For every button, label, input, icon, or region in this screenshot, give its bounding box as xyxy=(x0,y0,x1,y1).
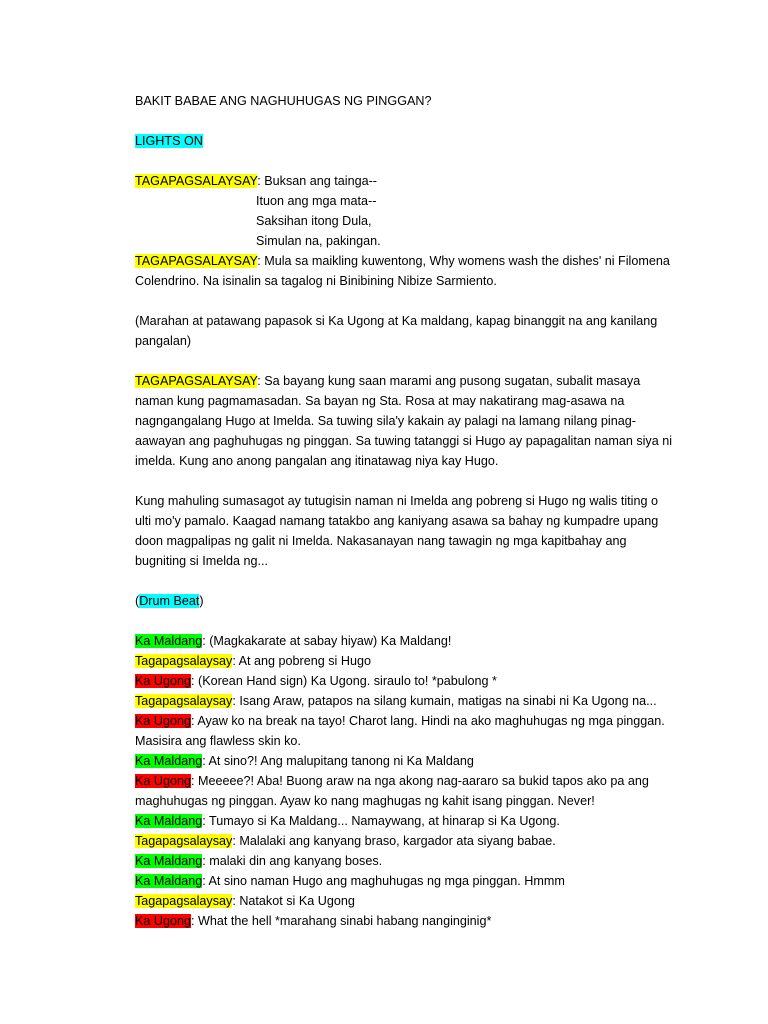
speaker-ka-maldang: Ka Maldang xyxy=(135,754,203,768)
lights-on-highlight: LIGHTS ON xyxy=(135,134,203,148)
speaker-narrator: Tagapagsalaysay xyxy=(135,894,233,908)
line-text: : malaki din ang kanyang boses. xyxy=(202,854,383,868)
speaker-narrator: TAGAPAGSALAYSAY xyxy=(135,254,258,268)
speaker-narrator: Tagapagsalaysay xyxy=(135,654,233,668)
narrator-story-paragraph xyxy=(135,371,675,471)
dialogue-line xyxy=(135,891,675,911)
speaker-ka-ugong: Ka Ugong xyxy=(135,714,192,728)
dialogue-line xyxy=(135,651,675,671)
dialogue-line xyxy=(135,871,675,891)
line-text: : Buksan ang tainga-- xyxy=(257,174,377,188)
line-text: : (Magkakarate at sabay hiyaw) Ka Maldang! xyxy=(202,634,452,648)
dialogue-line xyxy=(135,631,675,651)
dialogue-line xyxy=(135,771,675,811)
line-text: : Sa bayang kung saan marami ang pusong sugatan, subalit masaya naman kung pagmamasadan. Sa bayan ng Sta. Rosa at may nakatirang mag-asawa na nagngangalang Hugo at Imelda. Sa tuwing sila'y kakain ay palagi na lamang nilang pinag-aawayan ang paghuhugas ng pinggan. Sa tuwing tatanggi si Hugo ay papagalitan naman siya ni imelda. Kung ano anong pangalan ang itinatawag niya kay Hugo. xyxy=(135,374,673,468)
dialogue-line xyxy=(135,671,675,691)
line-text: : Isang Araw, patapos na silang kumain, matigas na sinabi ni Ka Ugong na... xyxy=(232,694,657,708)
dialogue-line xyxy=(135,691,675,711)
dialogue-line xyxy=(135,751,675,771)
dialogue-line xyxy=(135,831,675,851)
speaker-ka-maldang: Ka Maldang xyxy=(135,874,203,888)
narrator-intro-line xyxy=(135,171,675,191)
dialogue-line xyxy=(135,811,675,831)
line-text: : Meeeee?! Aba! Buong araw na nga akong nag-aararo sa bukid tapos ako pa ang maghuhugas ng pinggan. Ayaw ko nang maghugas ng kahit isang pinggan. Never! xyxy=(135,774,649,808)
line-text: : What the hell *marahang sinabi habang nanginginig* xyxy=(191,914,492,928)
speaker-narrator: TAGAPAGSALAYSAY xyxy=(135,174,258,188)
poem-line: Simulan na, pakingan. xyxy=(256,234,381,248)
drum-beat-highlight: Drum Beat xyxy=(139,594,200,608)
speaker-ka-ugong: Ka Ugong xyxy=(135,914,192,928)
dialogue-line xyxy=(135,911,675,931)
speaker-ka-ugong: Ka Ugong xyxy=(135,774,192,788)
dialogue-line xyxy=(135,711,675,751)
dialogue-line xyxy=(135,851,675,871)
script-body xyxy=(135,91,675,931)
speaker-ka-ugong: Ka Ugong xyxy=(135,674,192,688)
speaker-ka-maldang: Ka Maldang xyxy=(135,814,203,828)
line-text: : At sino naman Hugo ang maghuhugas ng mga pinggan. Hmmm xyxy=(202,874,565,888)
cue-drum-beat: (Drum Beat) xyxy=(135,594,204,608)
cue-lights-on xyxy=(135,131,675,151)
line-text: : Mula sa maikling kuwentong, Why womens wash the dishes' ni Filomena Colendrino. Na isinalin sa tagalog ni Binibining Nibize Sarmiento. xyxy=(135,254,670,288)
line-text: : Ayaw ko na break na tayo! Charot lang. Hindi na ako maghuhugas ng mga pinggan. Masisira ang flawless skin ko. xyxy=(135,714,665,748)
speaker-ka-maldang: Ka Maldang xyxy=(135,854,203,868)
speaker-ka-maldang: Ka Maldang xyxy=(135,634,203,648)
poem-line: Saksihan itong Dula, xyxy=(256,214,372,228)
speaker-narrator: Tagapagsalaysay xyxy=(135,834,233,848)
speaker-narrator: Tagapagsalaysay xyxy=(135,694,233,708)
poem-line: Ituon ang mga mata-- xyxy=(256,194,377,208)
speaker-narrator: TAGAPAGSALAYSAY xyxy=(135,374,258,388)
line-text: : Tumayo si Ka Maldang... Namaywang, at hinarap si Ka Ugong. xyxy=(202,814,560,828)
story-paragraph: Kung mahuling sumasagot ay tutugisin naman ni Imelda ang pobreng si Hugo ng walis titing o ulti mo'y pamalo. Kaagad namang tatakbo ang kaniyang asawa sa bahay ng kumpadre upang doon magpalipas ng galit ni Imelda. Nakasanayan nang tawagin ng mga kapitbahay ang bugniting si Imelda ng... xyxy=(135,494,659,568)
stage-direction: (Marahan at patawang papasok si Ka Ugong at Ka maldang, kapag binanggit na ang kanilang pangalan) xyxy=(135,314,658,348)
narrator-source-line xyxy=(135,251,675,291)
line-text: : At sino?! Ang malupitang tanong ni Ka Maldang xyxy=(202,754,474,768)
line-text: : Malalaki ang kanyang braso, kargador ata siyang babae. xyxy=(232,834,556,848)
line-text: : Natakot si Ka Ugong xyxy=(232,894,355,908)
line-text: : At ang pobreng si Hugo xyxy=(232,654,371,668)
line-text: : (Korean Hand sign) Ka Ugong. siraulo to! *pabulong * xyxy=(191,674,497,688)
document-title: BAKIT BABAE ANG NAGHUHUGAS NG PINGGAN? xyxy=(135,94,432,108)
